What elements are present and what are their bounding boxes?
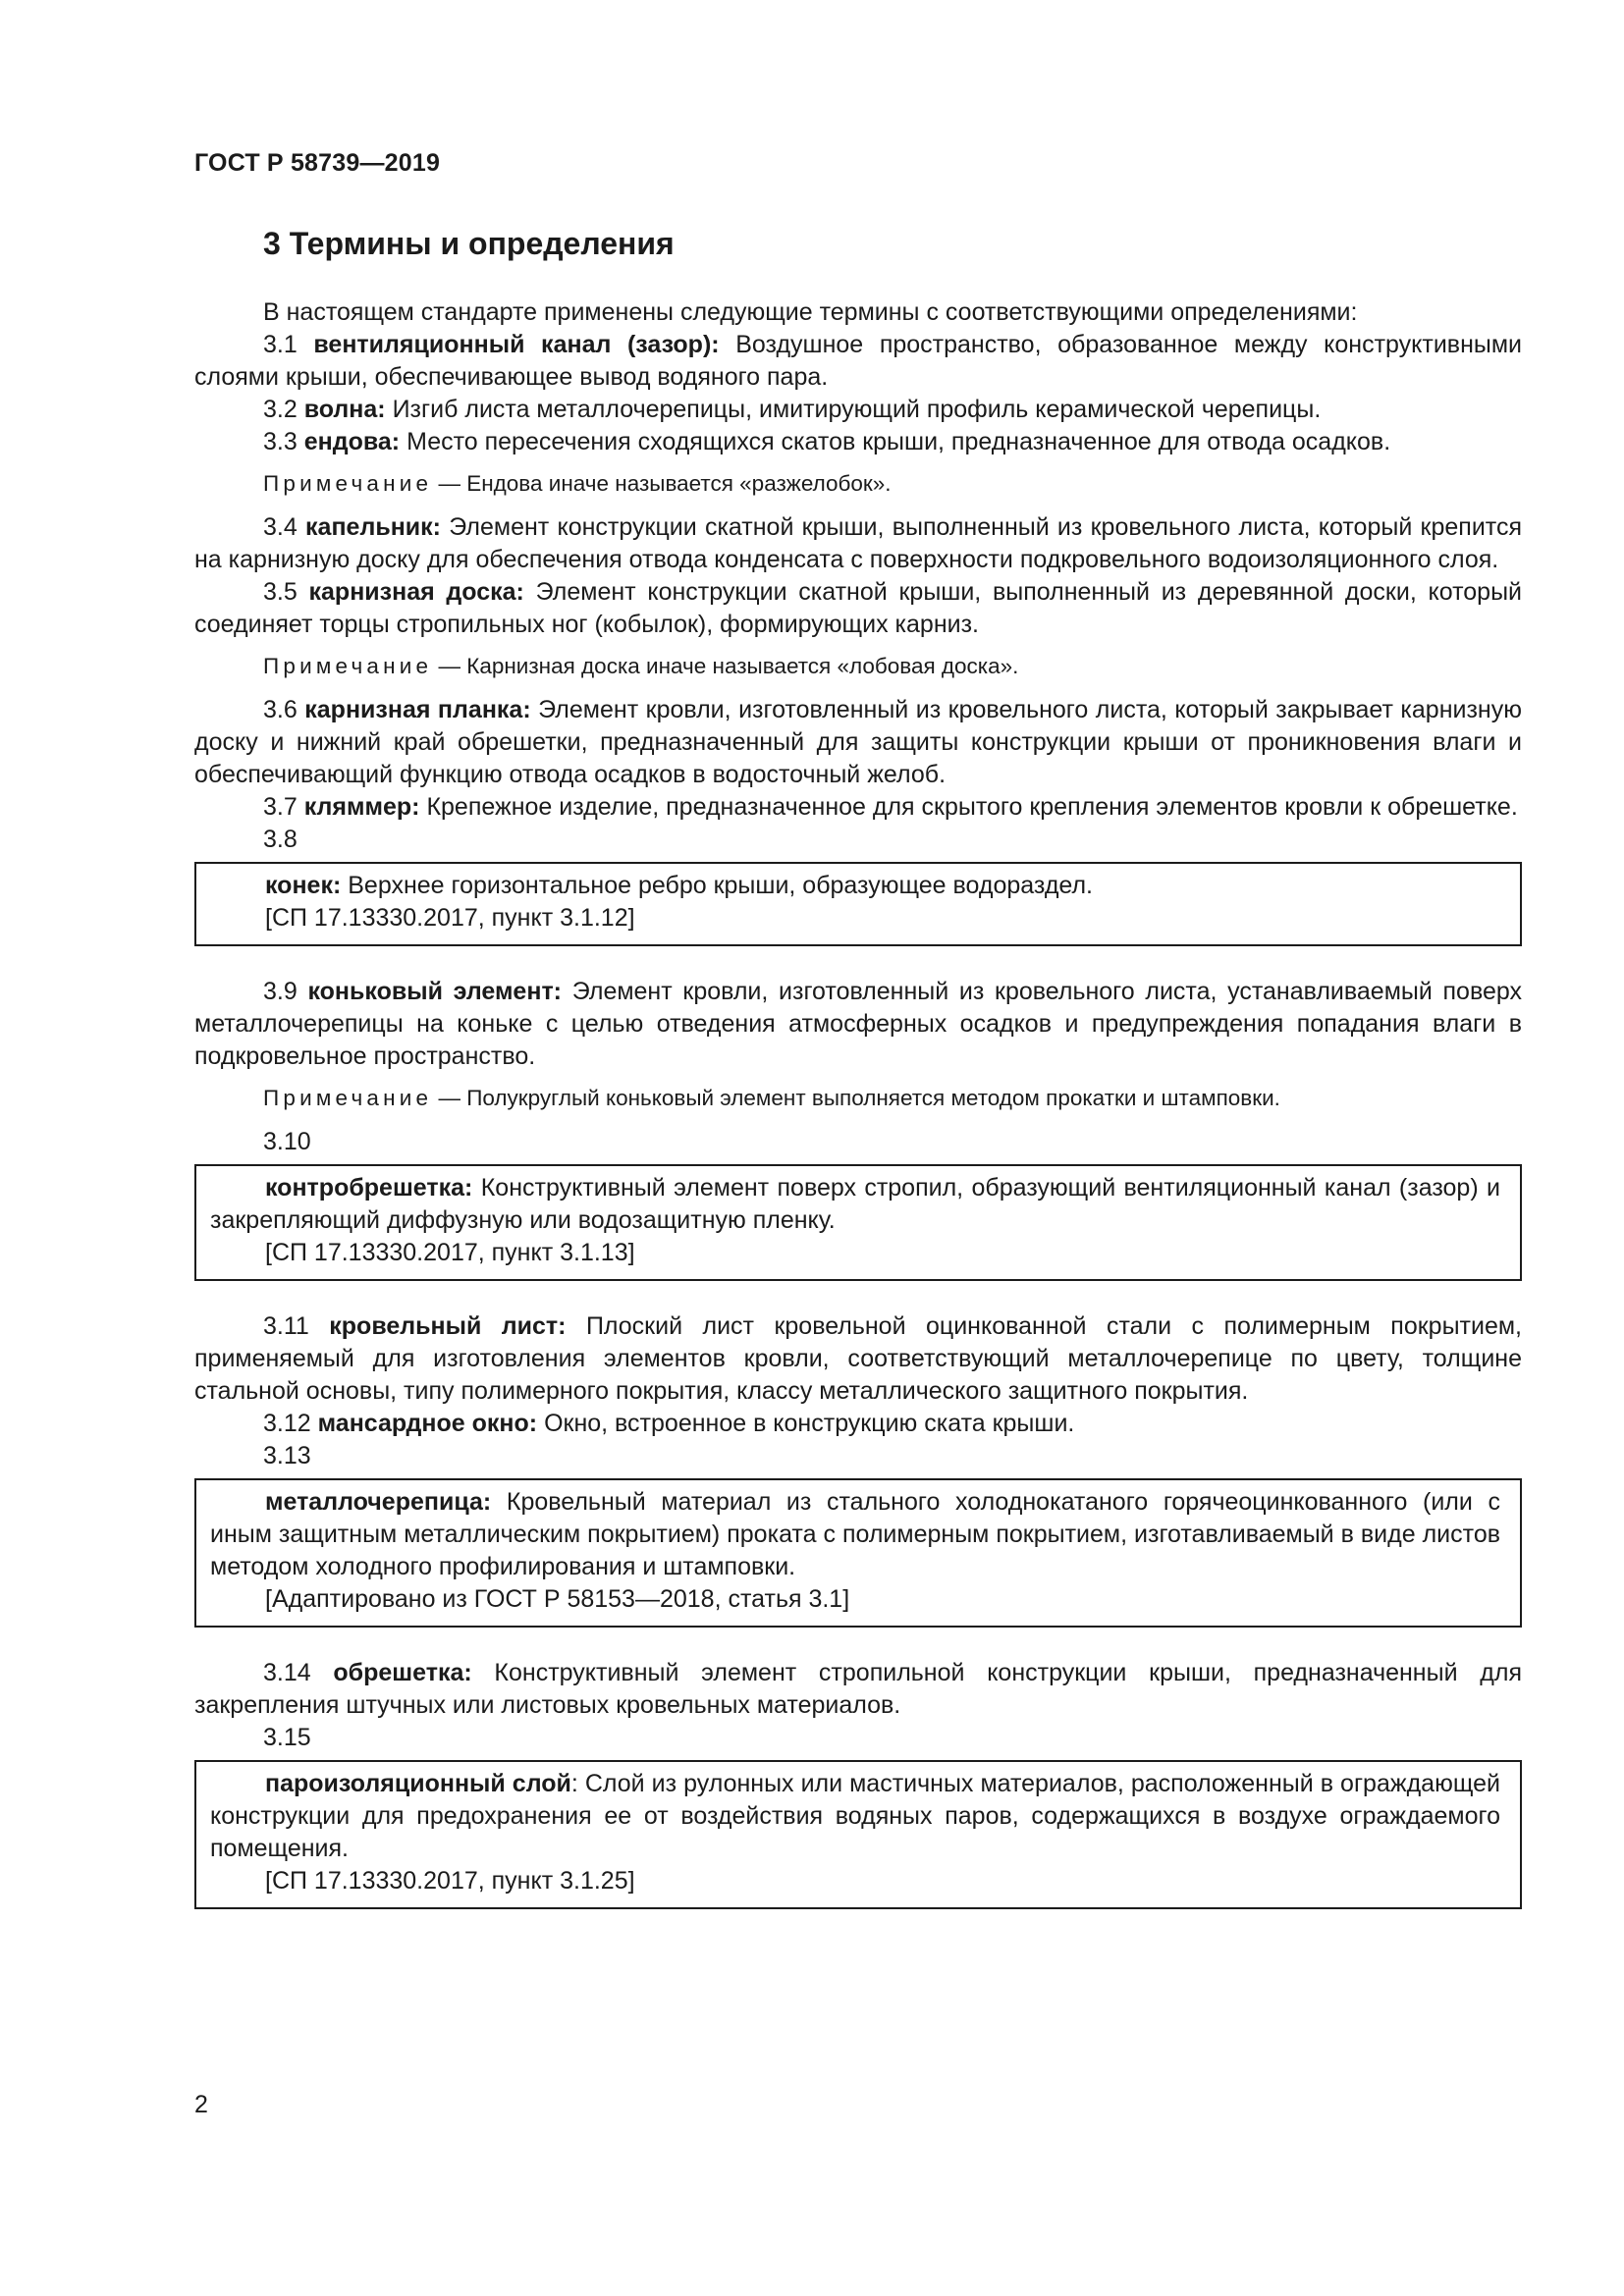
term-name: металлочерепица: bbox=[265, 1488, 492, 1516]
term-name: карнизная доска: bbox=[308, 578, 524, 606]
term-reference: [СП 17.13330.2017, пункт 3.1.25] bbox=[265, 1867, 635, 1895]
section-content bbox=[194, 296, 1522, 1939]
term-definition: Кровельный материал из стального холоднокатаного горячеоцинкованного (или с иным защитным металлическим покрытием) проката с полимерным покрытием, изготавливаемый в виде листов методом холодного профилирования и штамповки. bbox=[210, 1488, 1500, 1580]
term-3-3 bbox=[194, 426, 1522, 458]
section-title: 3 Термины и определения bbox=[263, 226, 675, 261]
term-3-14 bbox=[194, 1657, 1522, 1722]
term-box-3-13 bbox=[194, 1478, 1522, 1628]
note-label: Примечание bbox=[263, 1086, 433, 1110]
term-name: кровельный лист: bbox=[329, 1312, 567, 1340]
term-3-1 bbox=[194, 329, 1522, 394]
note-label: Примечание bbox=[263, 654, 433, 678]
term-box-3-8 bbox=[194, 862, 1522, 946]
note-text: — Карнизная доска иначе называется «лобовая доска». bbox=[432, 654, 1019, 678]
term-definition: Конструктивный элемент стропильной конструкции крыши, предназначенный для закрепления штучных или листовых кровельных материалов. bbox=[194, 1659, 1522, 1719]
term-definition: Конструктивный элемент поверх стропил, образующий вентиляционный канал (зазор) и закрепляющий диффузную или водозащитную пленку. bbox=[210, 1174, 1500, 1234]
term-definition: Крепежное изделие, предназначенное для скрытого крепления элементов кровли к обрешетке. bbox=[419, 793, 1518, 821]
term-3-13 bbox=[210, 1486, 1500, 1583]
term-definition: Изгиб листа металлочерепицы, имитирующий профиль керамической черепицы. bbox=[385, 396, 1322, 423]
term-3-11 bbox=[194, 1310, 1522, 1408]
term-number: 3.9 bbox=[263, 978, 298, 1005]
term-3-10 bbox=[210, 1172, 1500, 1237]
intro-paragraph: В настоящем стандарте применены следующие термины с соответствующими определениями: bbox=[263, 298, 1358, 326]
term-name: пароизоляционный слой bbox=[265, 1770, 571, 1797]
term-number: 3.1 bbox=[263, 331, 298, 358]
term-name: мансардное окно: bbox=[317, 1410, 538, 1437]
term-3-7 bbox=[194, 791, 1522, 824]
term-definition: Место пересечения сходящихся скатов крыши, предназначенное для отвода осадков. bbox=[400, 428, 1391, 455]
term-name: капельник: bbox=[305, 513, 442, 541]
term-box-3-10 bbox=[194, 1164, 1522, 1281]
term-number: 3.14 bbox=[263, 1659, 311, 1686]
term-number: 3.4 bbox=[263, 513, 298, 541]
note-label: Примечание bbox=[263, 471, 433, 496]
term-reference: [СП 17.13330.2017, пункт 3.1.12] bbox=[265, 904, 635, 932]
term-name: обрешетка: bbox=[333, 1659, 472, 1686]
term-3-12 bbox=[194, 1408, 1522, 1440]
term-name: кляммер: bbox=[303, 793, 420, 821]
term-number-3-15: 3.15 bbox=[263, 1724, 311, 1751]
term-name: коньковый элемент: bbox=[307, 978, 563, 1005]
note-text: — Полукруглый коньковый элемент выполняется методом прокатки и штамповки. bbox=[432, 1086, 1280, 1110]
term-number-3-10: 3.10 bbox=[263, 1128, 311, 1155]
term-3-6 bbox=[194, 694, 1522, 791]
term-name: контробрешетка: bbox=[265, 1174, 473, 1201]
note-3-9 bbox=[194, 1084, 1522, 1113]
term-definition: Элемент конструкции скатной крыши, выполненный из деревянной доски, который соединяет торцы стропильных ног (кобылок), формирующих карниз. bbox=[194, 578, 1522, 638]
term-number: 3.2 bbox=[263, 396, 298, 423]
term-definition: Плоский лист кровельной оцинкованной стали с полимерным покрытием, применяемый для изготовления элементов кровли, соответствующий металлочерепице по цвету, толщине стальной основы, типу полимерного покрытия, классу металлического защитного покрытия. bbox=[194, 1312, 1523, 1405]
term-number: 3.7 bbox=[263, 793, 298, 821]
term-number-3-8: 3.8 bbox=[263, 826, 298, 853]
term-3-4 bbox=[194, 511, 1522, 576]
term-3-9 bbox=[194, 976, 1522, 1073]
term-box-3-15 bbox=[194, 1760, 1522, 1909]
term-3-5 bbox=[194, 576, 1522, 641]
term-definition: Элемент кровли, изготовленный из кровельного листа, который закрывает карнизную доску и нижний край обрешетки, предназначенный для защиты конструкции крыши от проникновения влаги и обеспечивающий функцию отвода осадков в водосточный желоб. bbox=[194, 696, 1522, 788]
note-3-3 bbox=[194, 469, 1522, 499]
term-definition: Верхнее горизонтальное ребро крыши, образующее водораздел. bbox=[341, 872, 1094, 899]
term-name: ендова: bbox=[303, 428, 401, 455]
term-definition: Окно, встроенное в конструкцию ската крыши. bbox=[537, 1410, 1075, 1437]
term-number: 3.11 bbox=[263, 1312, 309, 1340]
term-number: 3.6 bbox=[263, 696, 298, 723]
term-3-8 bbox=[210, 870, 1500, 902]
document-code: ГОСТ Р 58739—2019 bbox=[194, 149, 441, 177]
term-name: волна: bbox=[303, 396, 386, 423]
page-number: 2 bbox=[194, 2091, 208, 2118]
term-name: карнизная планка: bbox=[304, 696, 531, 723]
term-number-3-13: 3.13 bbox=[263, 1442, 311, 1469]
note-3-5 bbox=[194, 652, 1522, 681]
term-number: 3.12 bbox=[263, 1410, 311, 1437]
term-reference: [СП 17.13330.2017, пункт 3.1.13] bbox=[265, 1239, 635, 1266]
term-name: конек: bbox=[265, 872, 342, 899]
term-3-2 bbox=[194, 394, 1522, 426]
term-definition: Элемент кровли, изготовленный из кровельного листа, устанавливаемый поверх металлочерепицы на коньке с целью отведения атмосферных осадков и предупреждения попадания влаги в подкровельное пространство. bbox=[194, 978, 1522, 1070]
term-number: 3.3 bbox=[263, 428, 298, 455]
term-definition: Элемент конструкции скатной крыши, выполненный из кровельного листа, который крепится на карнизную доску для обеспечения отвода конденсата с поверхности подкровельного водоизоляционного слоя. bbox=[194, 513, 1523, 573]
term-definition: : Слой из рулонных или мастичных материалов, расположенный в ограждающей конструкции для предохранения ее от воздействия водяных паров, содержащихся в воздухе ограждаемого помещения. bbox=[210, 1770, 1500, 1862]
note-text: — Ендова иначе называется «разжелобок». bbox=[432, 471, 892, 496]
term-name: вентиляционный канал (зазор): bbox=[313, 331, 720, 358]
term-number: 3.5 bbox=[263, 578, 298, 606]
term-3-15 bbox=[210, 1768, 1500, 1865]
term-reference: [Адаптировано из ГОСТ Р 58153—2018, статья 3.1] bbox=[265, 1585, 850, 1613]
term-definition: Воздушное пространство, образованное между конструктивными слоями крыши, обеспечивающее вывод водяного пара. bbox=[194, 331, 1522, 391]
